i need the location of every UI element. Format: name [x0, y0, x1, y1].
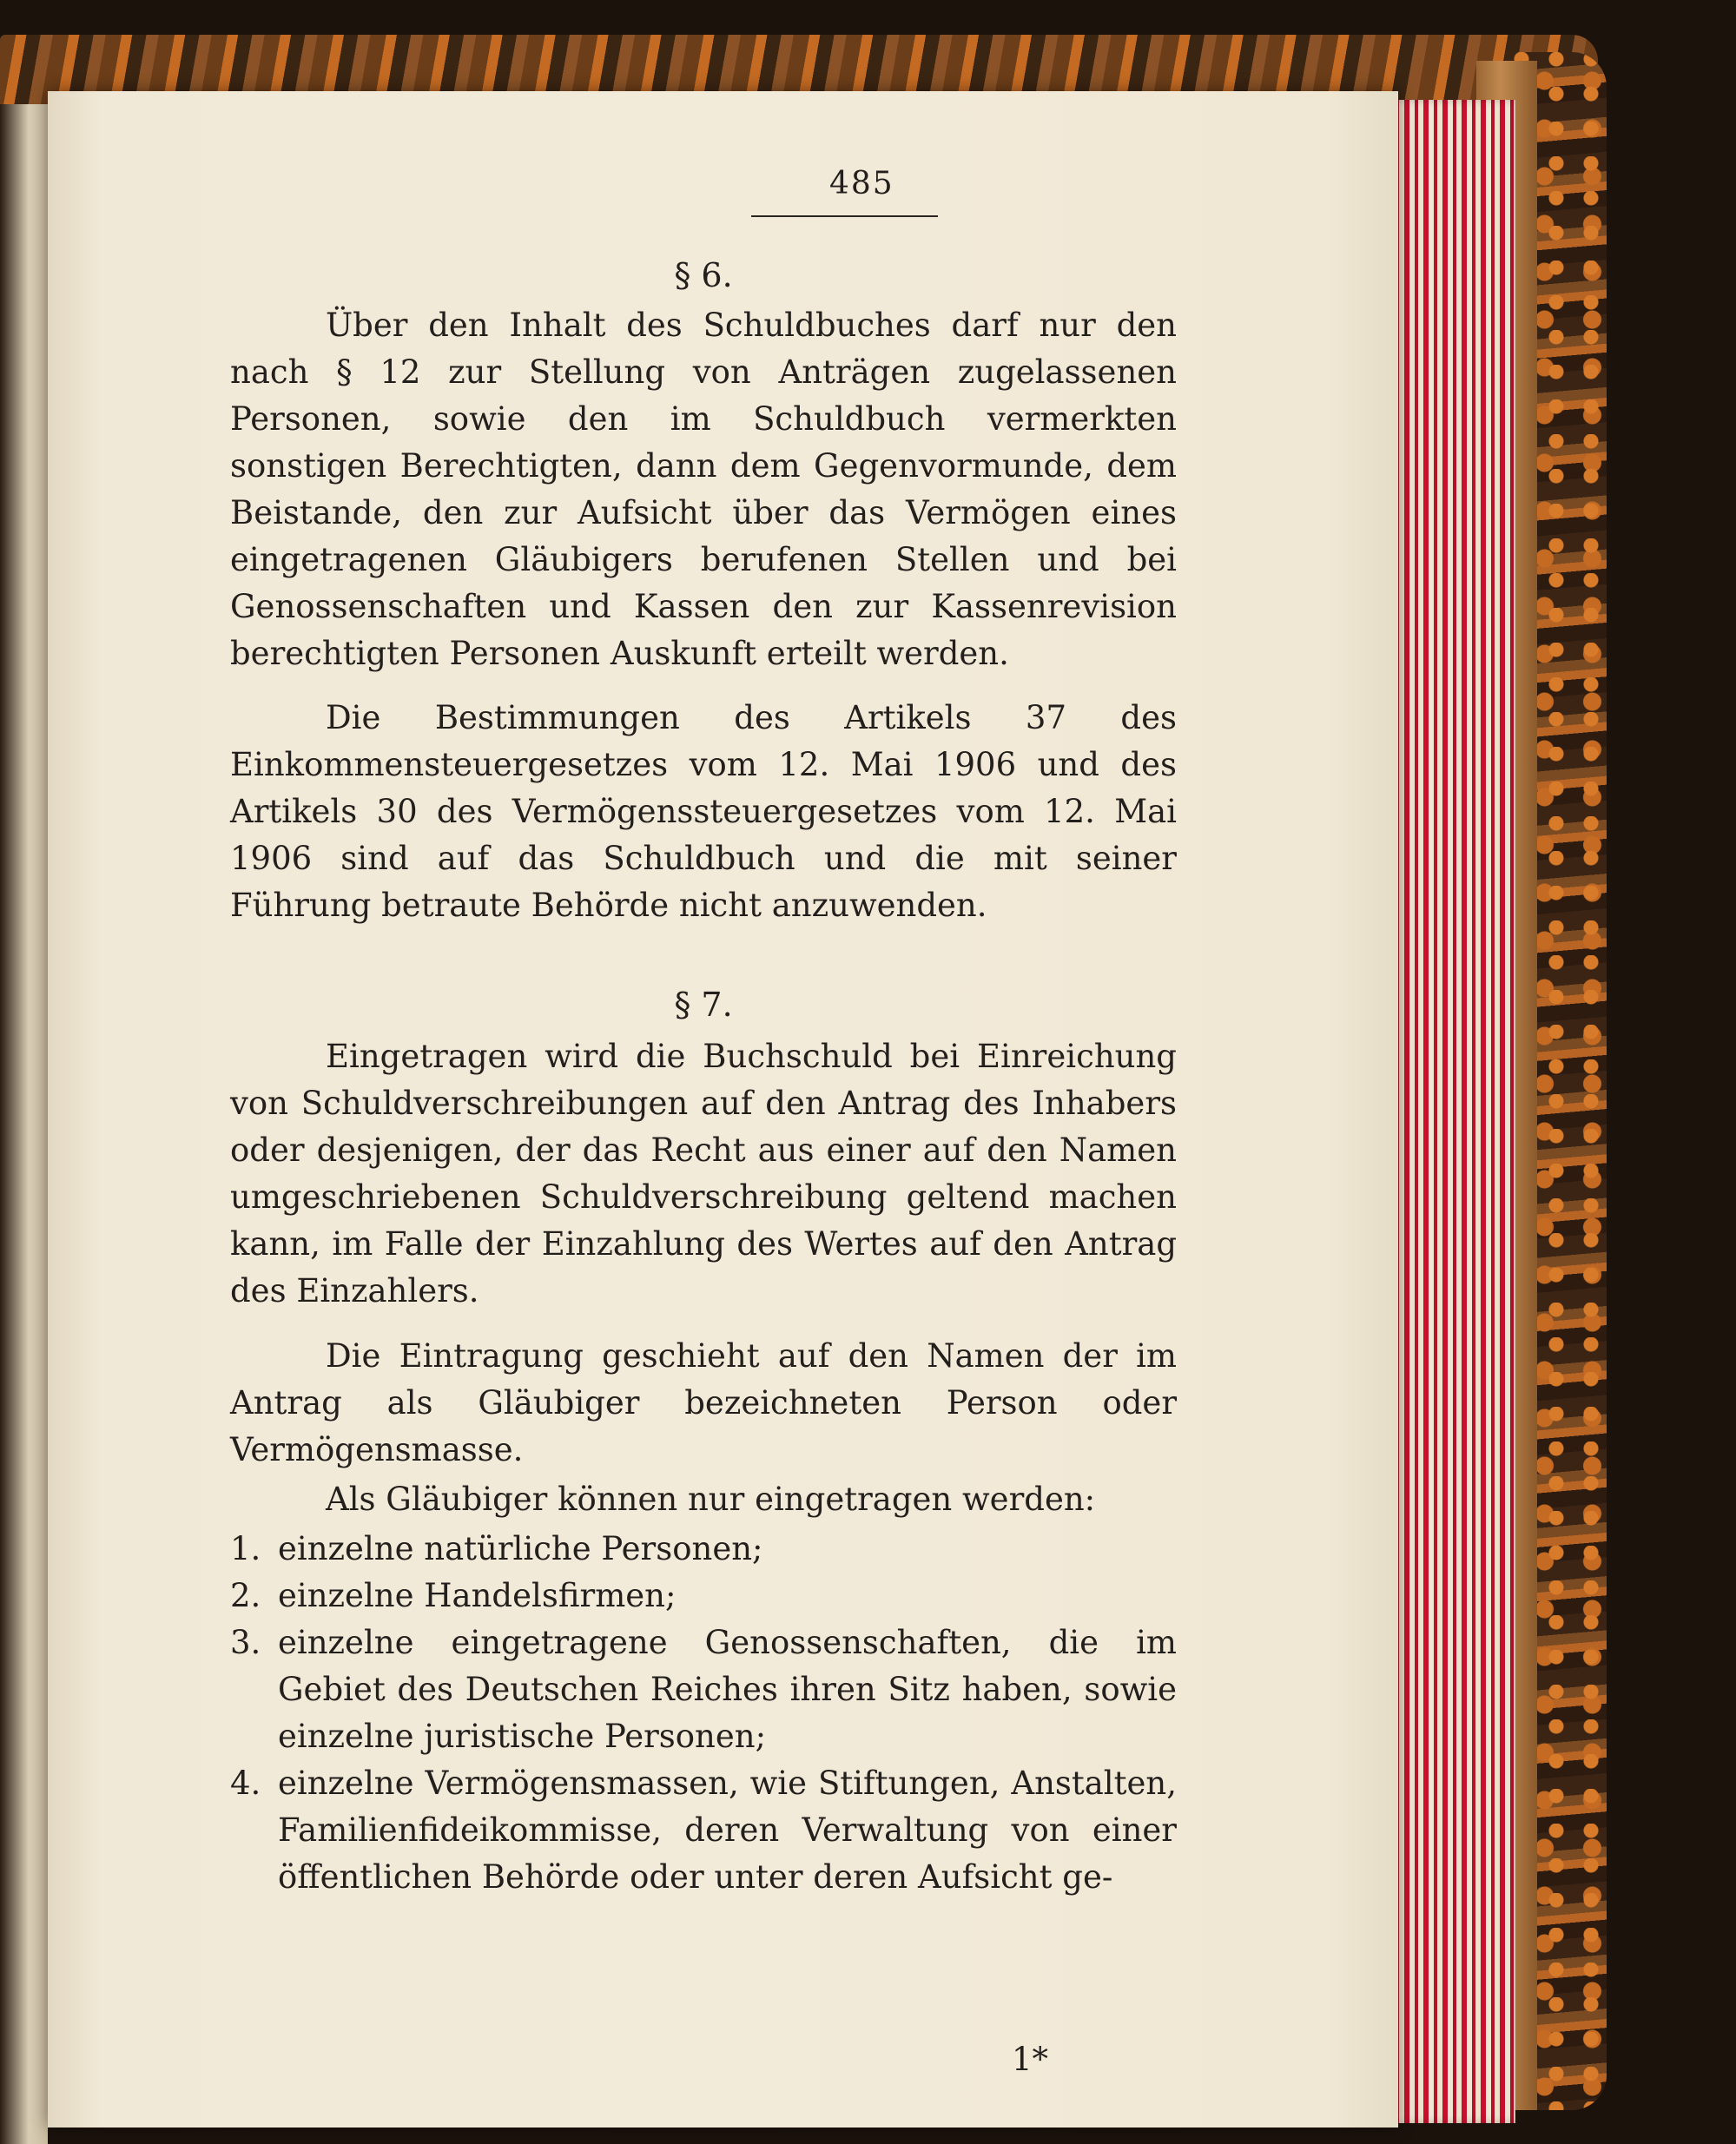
signature-mark: 1*: [1012, 2041, 1049, 2078]
section-7-paragraph-3: Als Gläubiger können nur eingetragen werden:: [326, 1481, 1096, 1518]
list-item-text: einzelne Vermögensmassen, wie Stiftungen, Anstalten, Familienfideikommisse, deren Verwaltung von einer öffentlichen Behörde oder unter deren Aufsicht ge-: [278, 1765, 1177, 1896]
list-item-text: einzelne Handelsfirmen;: [278, 1577, 677, 1614]
section-7-paragraph-1: Eingetragen wird die Buchschuld bei Einreichung von Schuldverschreibungen auf den Antrag des Inhabers oder desjenigen, der das Recht aus einer auf den Namen umgeschriebenen Schuldverschreibung geltend machen kann, im Falle der Einzahlung des Wertes auf den Antrag des Einzahlers.: [230, 1038, 1177, 1309]
list-item-text: einzelne natürliche Personen;: [278, 1530, 763, 1567]
list-item-number: 1.: [230, 1530, 261, 1567]
red-page-edges: [1385, 100, 1515, 2123]
list-item: [230, 1573, 1177, 1620]
left-page-edge: [0, 69, 48, 2144]
section-7-paragraph-2: Die Eintragung geschieht auf den Namen der im Antrag als Gläubiger bezeichneten Person oder Vermögensmasse.: [230, 1337, 1177, 1468]
page-number-rule: [751, 215, 938, 217]
section-6-heading: § 6.: [674, 256, 733, 294]
creditor-list: [230, 1526, 1177, 1901]
list-item-number: 4.: [230, 1765, 261, 1802]
section-6-paragraph-2: Die Bestimmungen des Artikels 37 des Einkommensteuergesetzes vom 12. Mai 1906 und des Artikels 30 des Vermögenssteuergesetzes vom 12. Mai 1906 sind auf das Schuldbuch und die mit seiner Führung betraute Behörde nicht anzuwenden.: [230, 699, 1177, 924]
list-item: [230, 1760, 1177, 1901]
book-page: [48, 91, 1398, 2128]
list-item-text: einzelne eingetragene Genossenschaften, die im Gebiet des Deutschen Reiches ihren Sitz haben, sowie einzelne juristische Personen;: [278, 1624, 1177, 1755]
page-number: 485: [829, 166, 894, 201]
section-6-paragraph-1: Über den Inhalt des Schuldbuches darf nur den nach § 12 zur Stellung von Anträgen zugelassenen Personen, sowie den im Schuldbuch vermerkten sonstigen Berechtigten, dann dem Gegenvormunde, dem Beistande, den zur Aufsicht über das Vermögen eines eingetragenen Gläubigers berufenen Stellen und bei Genossenschaften und Kassen den zur Kassenrevision berechtigten Personen Auskunft erteilt werden.: [230, 307, 1177, 672]
list-item: [230, 1526, 1177, 1573]
list-item-number: 3.: [230, 1624, 261, 1661]
list-item-number: 2.: [230, 1577, 261, 1614]
list-item: [230, 1620, 1177, 1760]
section-7-heading: § 7.: [674, 986, 733, 1024]
